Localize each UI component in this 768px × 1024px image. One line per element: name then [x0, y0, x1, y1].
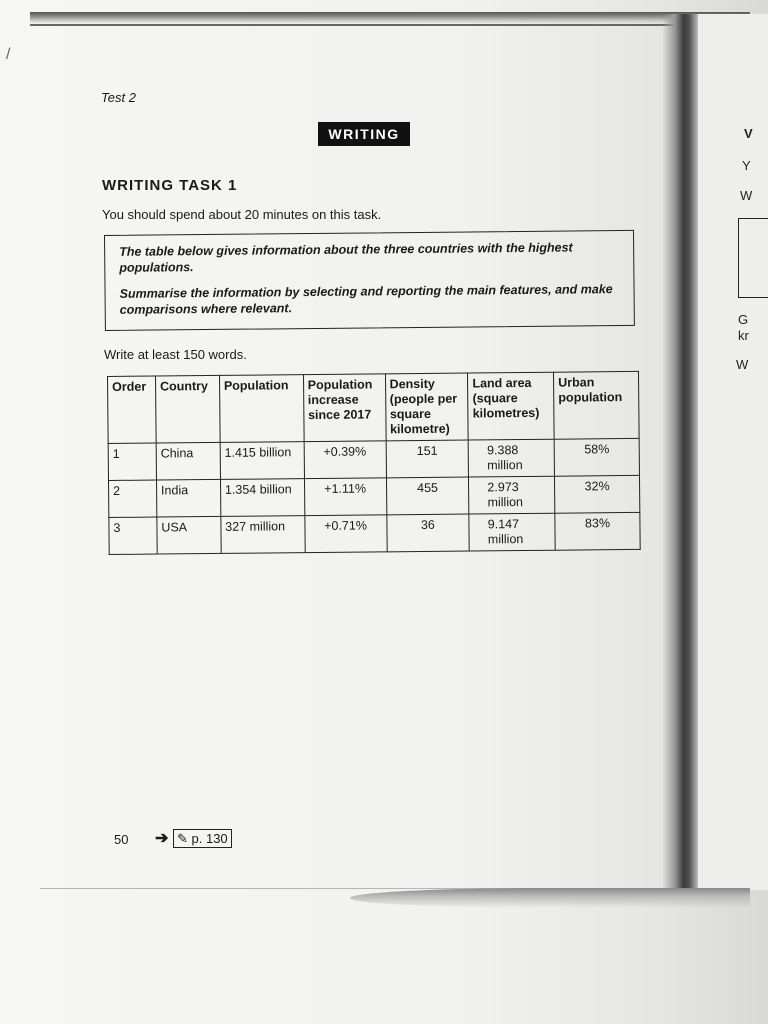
cell-country: USA [157, 516, 221, 554]
cell-population-increase: +1.11% [304, 478, 386, 516]
section-banner: WRITING [318, 122, 410, 146]
test-label: Test 2 [101, 90, 136, 105]
cell-country: India [156, 479, 220, 517]
prompt-directions: Summarise the information by selecting and reporting the main features, and make comparisons where relevant. [119, 282, 613, 317]
col-header-order: Order [108, 376, 157, 443]
cell-land-area: 9.147 million [469, 513, 555, 551]
cell-density: 151 [386, 440, 469, 478]
time-instruction: You should spend about 20 minutes on this task. [102, 207, 382, 222]
cell-urban-population: 83% [555, 512, 640, 550]
cell-order: 3 [109, 517, 157, 554]
col-header-country: Country [155, 375, 220, 443]
table-row [108, 438, 639, 480]
next-page-letter: Y [742, 158, 751, 173]
task-title: WRITING TASK 1 [102, 177, 238, 194]
cell-population: 1.354 billion [220, 479, 304, 517]
cell-population: 327 million [221, 516, 305, 554]
cell-order: 1 [108, 443, 156, 480]
page-top-edge-shadow [30, 12, 750, 24]
book-spine-shadow [662, 14, 698, 890]
cell-land-area: 9.388 million [468, 439, 554, 477]
next-page-letter: kr [738, 328, 749, 343]
table-header-row [108, 371, 640, 443]
next-page-letter: G [738, 312, 749, 327]
col-header-population-increase: Population increase since 2017 [303, 374, 386, 442]
page-top-rule [30, 24, 750, 26]
cell-country: China [156, 442, 220, 480]
next-page-letter: W [736, 357, 749, 372]
cell-order: 2 [109, 480, 157, 517]
page-number: 50 [114, 832, 129, 847]
page-bottom-shadow [350, 888, 750, 908]
col-header-land-area: Land area (square kilometres) [468, 372, 554, 440]
task-prompt-box [104, 230, 635, 331]
col-header-population: Population [219, 375, 303, 443]
next-page-box-edge [738, 218, 768, 298]
cell-land-area: 2.973 million [469, 476, 555, 514]
cell-population-increase: +0.39% [304, 441, 386, 479]
cell-urban-population: 32% [555, 475, 640, 513]
population-table [107, 371, 641, 555]
cell-density: 455 [386, 477, 469, 515]
cell-population: 1.415 billion [220, 442, 304, 480]
next-page-letter: W [740, 188, 753, 203]
col-header-density: Density (people per square kilometre) [385, 373, 468, 441]
table-row [109, 512, 640, 554]
prompt-description: The table below gives information about the three countries with the highest populations. [119, 240, 573, 275]
answer-page-reference: ✎ p. 130 [173, 829, 232, 848]
adjacent-page [698, 14, 768, 890]
arrow-right-icon: ➔ [155, 830, 169, 847]
cell-population-increase: +0.71% [305, 515, 387, 553]
cell-urban-population: 58% [554, 438, 639, 476]
table-row [109, 475, 640, 517]
word-count-instruction: Write at least 150 words. [104, 347, 247, 362]
cell-density: 36 [386, 514, 469, 552]
col-header-urban-population: Urban population [554, 371, 639, 439]
margin-pen-mark: / [6, 46, 11, 63]
next-page-letter: V [744, 126, 753, 141]
